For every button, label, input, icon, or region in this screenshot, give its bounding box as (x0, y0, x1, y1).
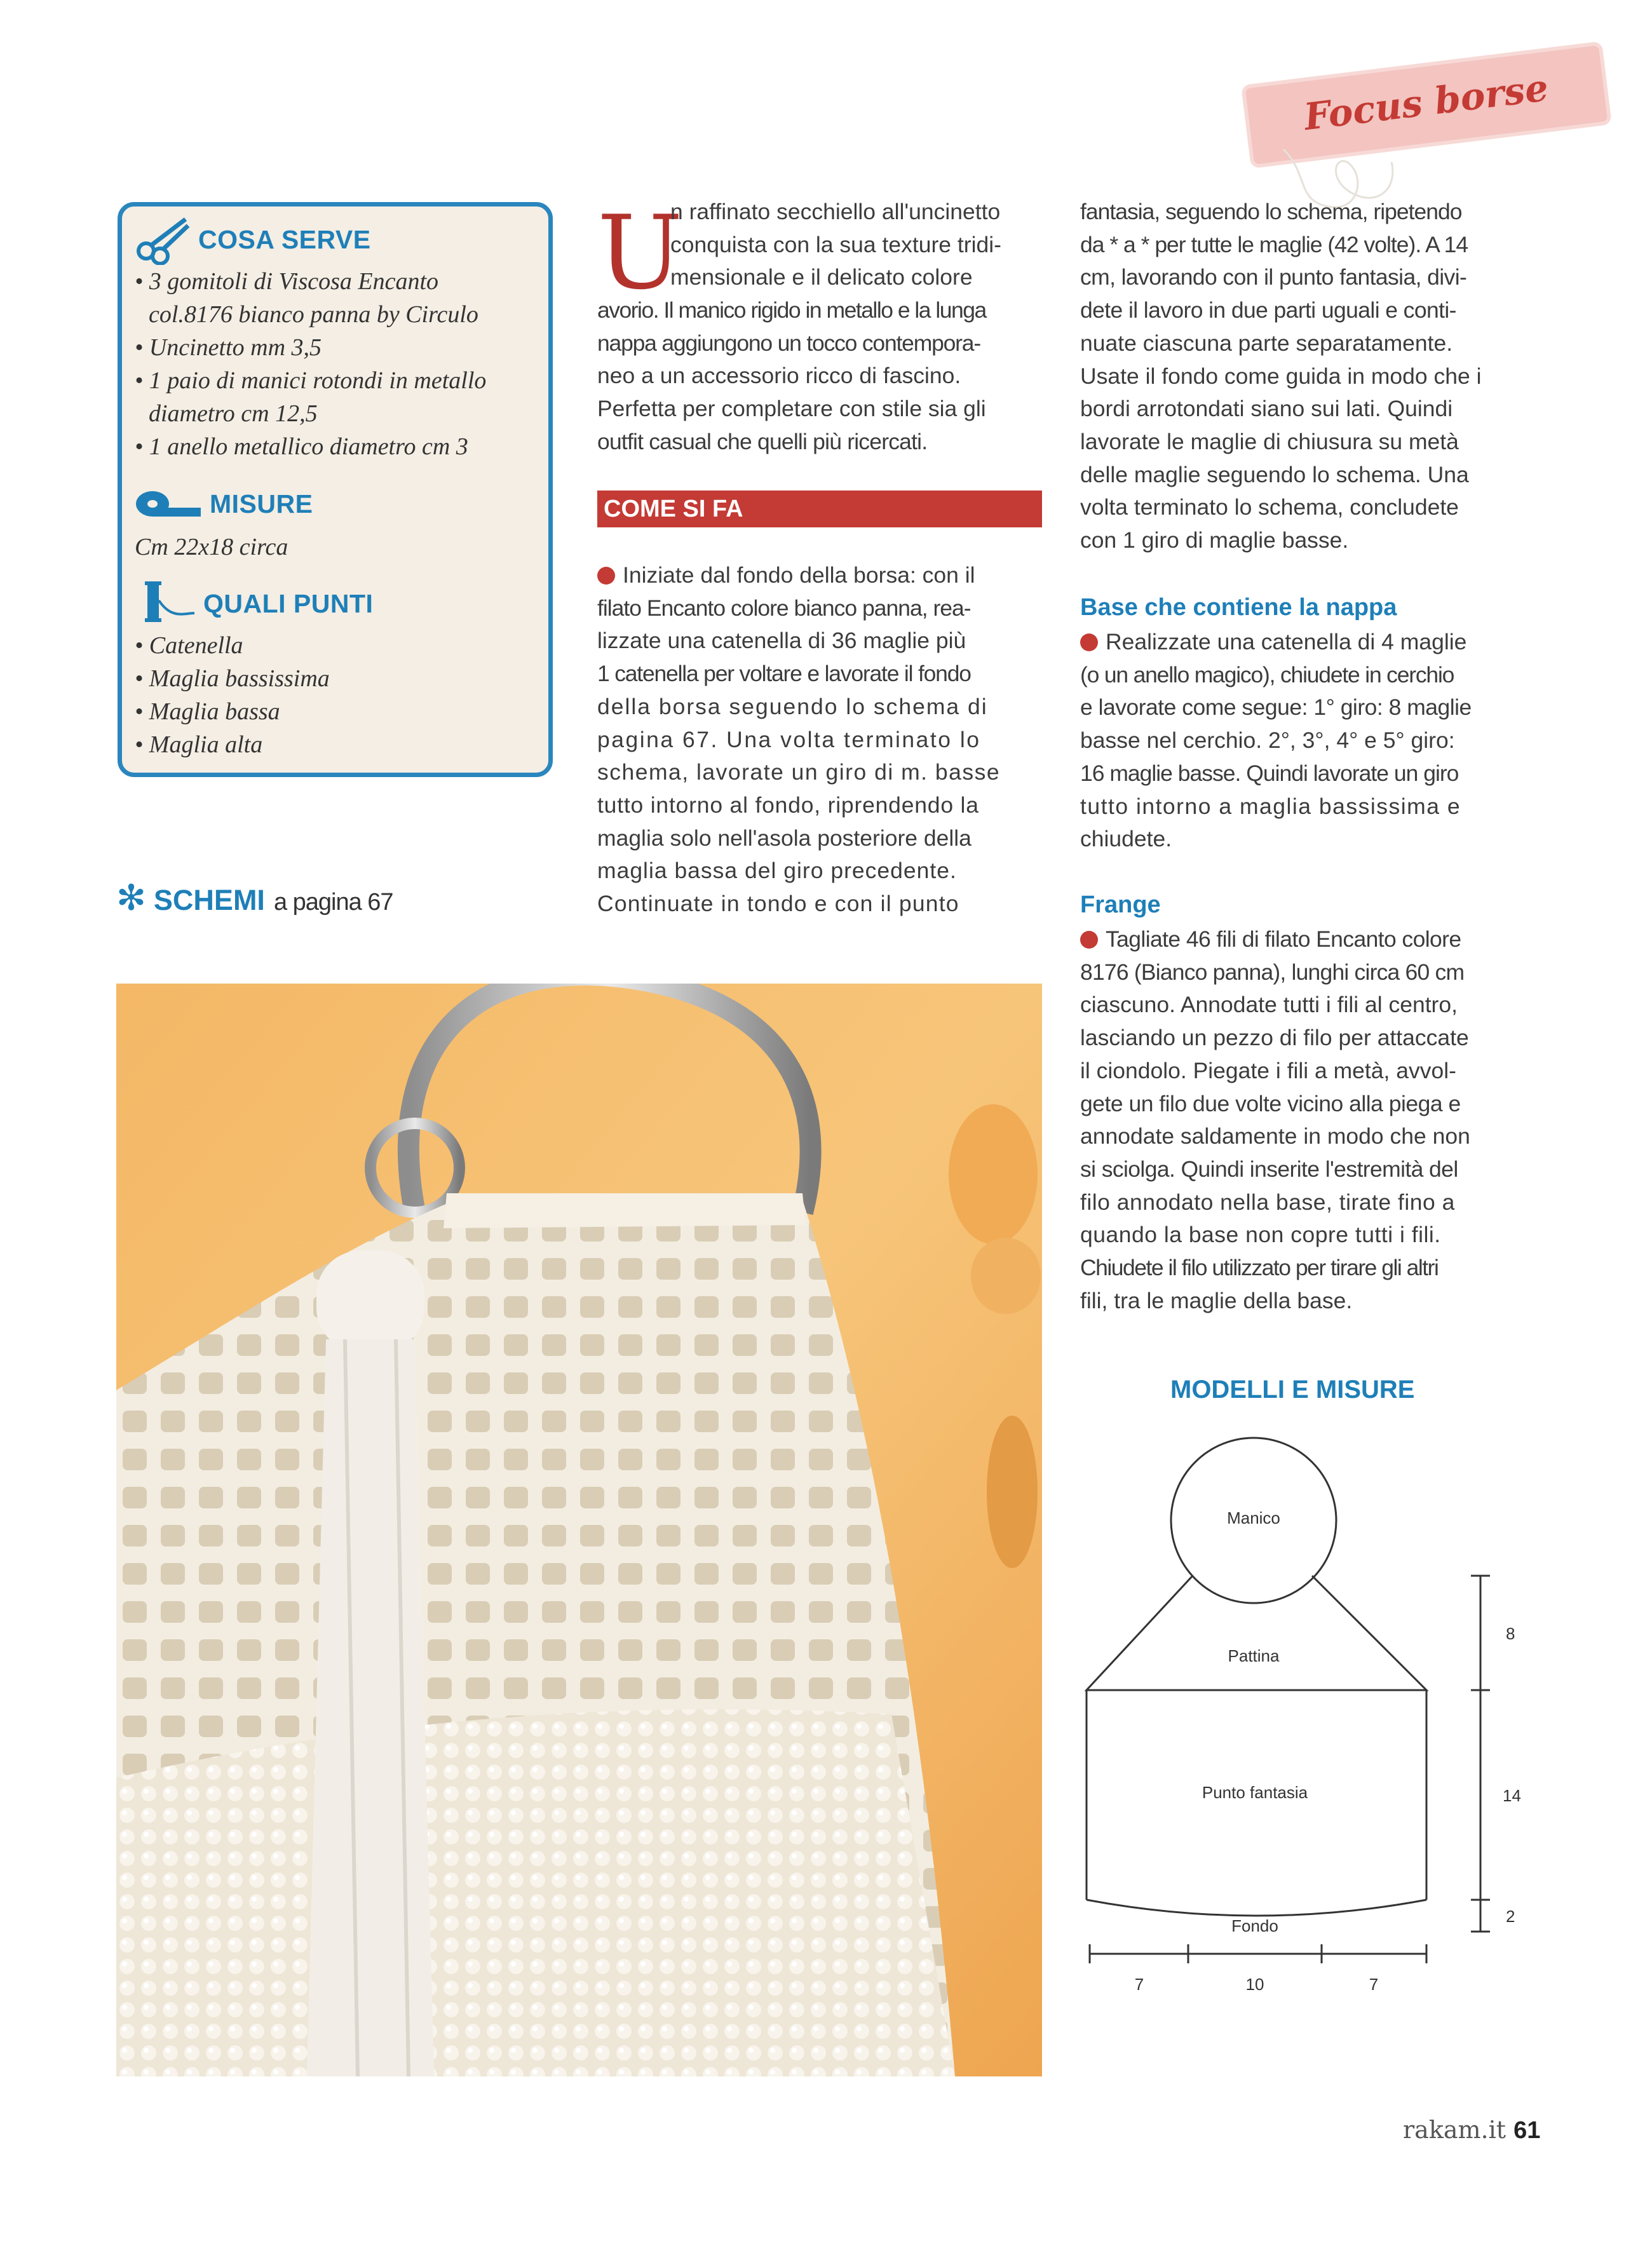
text-line: tutto intorno a maglia bassissima e (1080, 793, 1461, 819)
text-line: tutto intorno al fondo, riprendendo la (597, 792, 979, 818)
text-line: il ciondolo. Piegate i fili a metà, avvol- (1080, 1057, 1456, 1083)
list-item: • 3 gomitoli di Viscosa Encanto (135, 268, 439, 295)
text-line: 1 catenella per voltare e lavorate il fondo (597, 661, 971, 687)
text-line: conquista con la sua texture tridi- (670, 231, 1001, 257)
text-line: chiudete. (1080, 826, 1172, 852)
pattern-schematic (1067, 1360, 1601, 2008)
base-heading: Base che contiene la nappa (1080, 594, 1397, 621)
list-item: • Maglia alta (135, 731, 263, 758)
pattina-shape (1087, 1576, 1426, 1690)
text-span: Iniziate dal fondo della borsa: con il (623, 562, 975, 588)
list-item: col.8176 bianco panna by Circulo (149, 301, 478, 328)
text-line: Continuate in tondo e con il punto (597, 891, 959, 917)
quali-punti-heading (140, 575, 373, 632)
text-line: Perfetta per completare con stile sia gli (597, 396, 986, 422)
text-line: delle maglie seguendo lo schema. Una (1080, 461, 1469, 487)
intro-text (597, 294, 1042, 459)
text-line: bordi arrotondati siano sui lati. Quindi (1080, 396, 1453, 422)
text-line: della borsa seguendo lo schema di (597, 693, 988, 719)
list-item: • Catenella (135, 632, 243, 659)
text-line: filo annodato nella base, tirate fino a (1080, 1189, 1455, 1215)
diagram-title: MODELLI E MISURE (1170, 1376, 1415, 1404)
materials-box (118, 202, 553, 777)
bullet-dot-icon (1080, 633, 1098, 651)
text-line: lizzate una catenella di 36 maglie più (597, 628, 966, 654)
text-line: mensionale e il delicato colore (670, 264, 973, 290)
schemi-reference (116, 877, 393, 917)
list-item: • Maglia bassissima (135, 665, 330, 692)
frange-text (1080, 923, 1525, 1317)
label-pattina: Pattina (1228, 1646, 1280, 1665)
frange-heading: Frange (1080, 891, 1161, 918)
text-line: lavorate le maglie di chiusura su metà (1080, 428, 1459, 454)
quali-punti-list (135, 629, 330, 761)
thread-spool-icon (140, 575, 197, 632)
schemi-page: a pagina 67 (273, 889, 393, 916)
text-line: neo a un accessorio ricco di fascino. (597, 363, 961, 389)
text-line: 16 maglie basse. Quindi lavorate un giro (1080, 760, 1459, 786)
bullet-dot-icon (597, 567, 615, 585)
page-footer (1403, 2116, 1540, 2144)
list-item: • 1 paio di manici rotondi in metallo (135, 367, 487, 394)
misure-heading (133, 486, 313, 522)
text-line: schema, lavorate un giro di m. basse (597, 759, 1001, 785)
text-line: fantasia, seguendo lo schema, ripetendo (1080, 199, 1462, 224)
come-si-fa-title: COME SI FA (604, 496, 743, 522)
intro-text-indented (670, 196, 1042, 294)
product-photo (116, 984, 1042, 2076)
cosa-serve-list (135, 265, 486, 463)
cosa-serve-heading (135, 214, 371, 265)
dim-vertical-8: 8 (1506, 1624, 1515, 1643)
scissors-icon (135, 214, 192, 265)
page-number: 61 (1513, 2117, 1541, 2144)
text-line: avorio. Il manico rigido in metallo e la lunga (597, 297, 986, 323)
crochet-bag-photo (116, 984, 1042, 2076)
tape-measure-icon (133, 486, 203, 522)
list-item: • Maglia bassa (135, 698, 280, 725)
list-item: • Uncinetto mm 3,5 (135, 334, 322, 361)
text-line: dete il lavoro in due parti uguali e conti- (1080, 297, 1456, 323)
text-line (1080, 626, 1525, 659)
text-line: quando la base non copre tutti i fili. (1080, 1222, 1441, 1248)
base-text (1080, 626, 1525, 856)
come-si-fa-banner (597, 491, 1042, 527)
cosa-serve-title: COSA SERVE (198, 224, 371, 254)
dim-vertical-14: 14 (1503, 1786, 1521, 1805)
schemi-label: SCHEMI (153, 884, 265, 916)
quali-punti-title: QUALI PUNTI (203, 588, 374, 618)
drop-cap: U (597, 193, 683, 312)
text-line: filato Encanto colore bianco panna, rea- (597, 595, 971, 621)
label-punto-fantasia: Punto fantasia (1202, 1783, 1308, 1802)
dim-horizontal-10: 10 (1245, 1975, 1264, 1994)
misure-list (135, 531, 288, 564)
come-si-fa-text (597, 559, 1042, 921)
col3-text (1080, 196, 1525, 557)
text-line (1080, 923, 1525, 956)
text-span: Realizzate una catenella di 4 maglie (1106, 629, 1467, 654)
bullet-dot-icon (1080, 931, 1098, 949)
text-line: ciascuno. Annodate tutti i fili al centro, (1080, 992, 1458, 1018)
label-fondo: Fondo (1231, 1916, 1278, 1935)
text-line: da * a * per tutte le maglie (42 volte). A 14 (1080, 231, 1468, 257)
text-span: Tagliate 46 fili di filato Encanto colore (1106, 926, 1461, 952)
text-line: n raffinato secchiello all'uncinetto (670, 199, 1001, 224)
text-line: nuate ciascuna parte separatamente. (1080, 330, 1453, 356)
text-line: fili, tra le maglie della base. (1080, 1287, 1353, 1313)
list-item: Cm 22x18 circa (135, 534, 288, 560)
text-line: si sciolga. Quindi inserite l'estremità del (1080, 1156, 1458, 1182)
text-line: gete un filo due volte vicino alla piega e (1080, 1090, 1461, 1116)
text-line: maglia solo nell'asola posteriore della (597, 825, 972, 851)
dim-horizontal-7-right: 7 (1369, 1975, 1379, 1994)
text-line: volta terminato lo schema, concludete (1080, 494, 1459, 520)
text-line: con 1 giro di maglie basse. (1080, 527, 1349, 553)
text-line: (o un anello magico), chiudete in cerchio (1080, 661, 1454, 687)
text-line: maglia bassa del giro precedente. (597, 858, 957, 884)
text-line: Usate il fondo come guida in modo che i (1080, 363, 1482, 389)
dim-horizontal-7-left: 7 (1134, 1975, 1144, 1994)
text-line (597, 559, 1042, 592)
text-line: cm, lavorando con il punto fantasia, divi- (1080, 264, 1467, 290)
list-item: diametro cm 12,5 (149, 400, 318, 427)
site-name: rakam.it (1403, 2116, 1506, 2144)
misure-title: MISURE (210, 489, 313, 518)
text-line: pagina 67. Una volta terminato lo (597, 726, 981, 752)
text-line: Chiudete il filo utilizzato per tirare gli altri (1080, 1255, 1439, 1281)
ribbon-label: Focus borse (1301, 65, 1551, 139)
text-line: lasciando un pezzo di filo per attaccate (1080, 1025, 1469, 1051)
text-line: nappa aggiungono un tocco contempora- (597, 330, 980, 356)
text-line: 8176 (Bianco panna), lunghi circa 60 cm (1080, 959, 1465, 985)
list-item: • 1 anello metallico diametro cm 3 (135, 433, 468, 460)
text-line: annodate saldamente in modo che non (1080, 1123, 1470, 1149)
label-manico: Manico (1227, 1508, 1280, 1527)
fondo-shape (1087, 1900, 1426, 1916)
asterisk-icon: ✻ (116, 877, 146, 917)
text-line: outfit casual che quelli più ricercati. (597, 428, 928, 454)
text-line: e lavorate come segue: 1° giro: 8 maglie (1080, 694, 1472, 721)
text-line: basse nel cerchio. 2°, 3°, 4° e 5° giro: (1080, 728, 1455, 754)
dim-vertical-2: 2 (1506, 1907, 1515, 1926)
